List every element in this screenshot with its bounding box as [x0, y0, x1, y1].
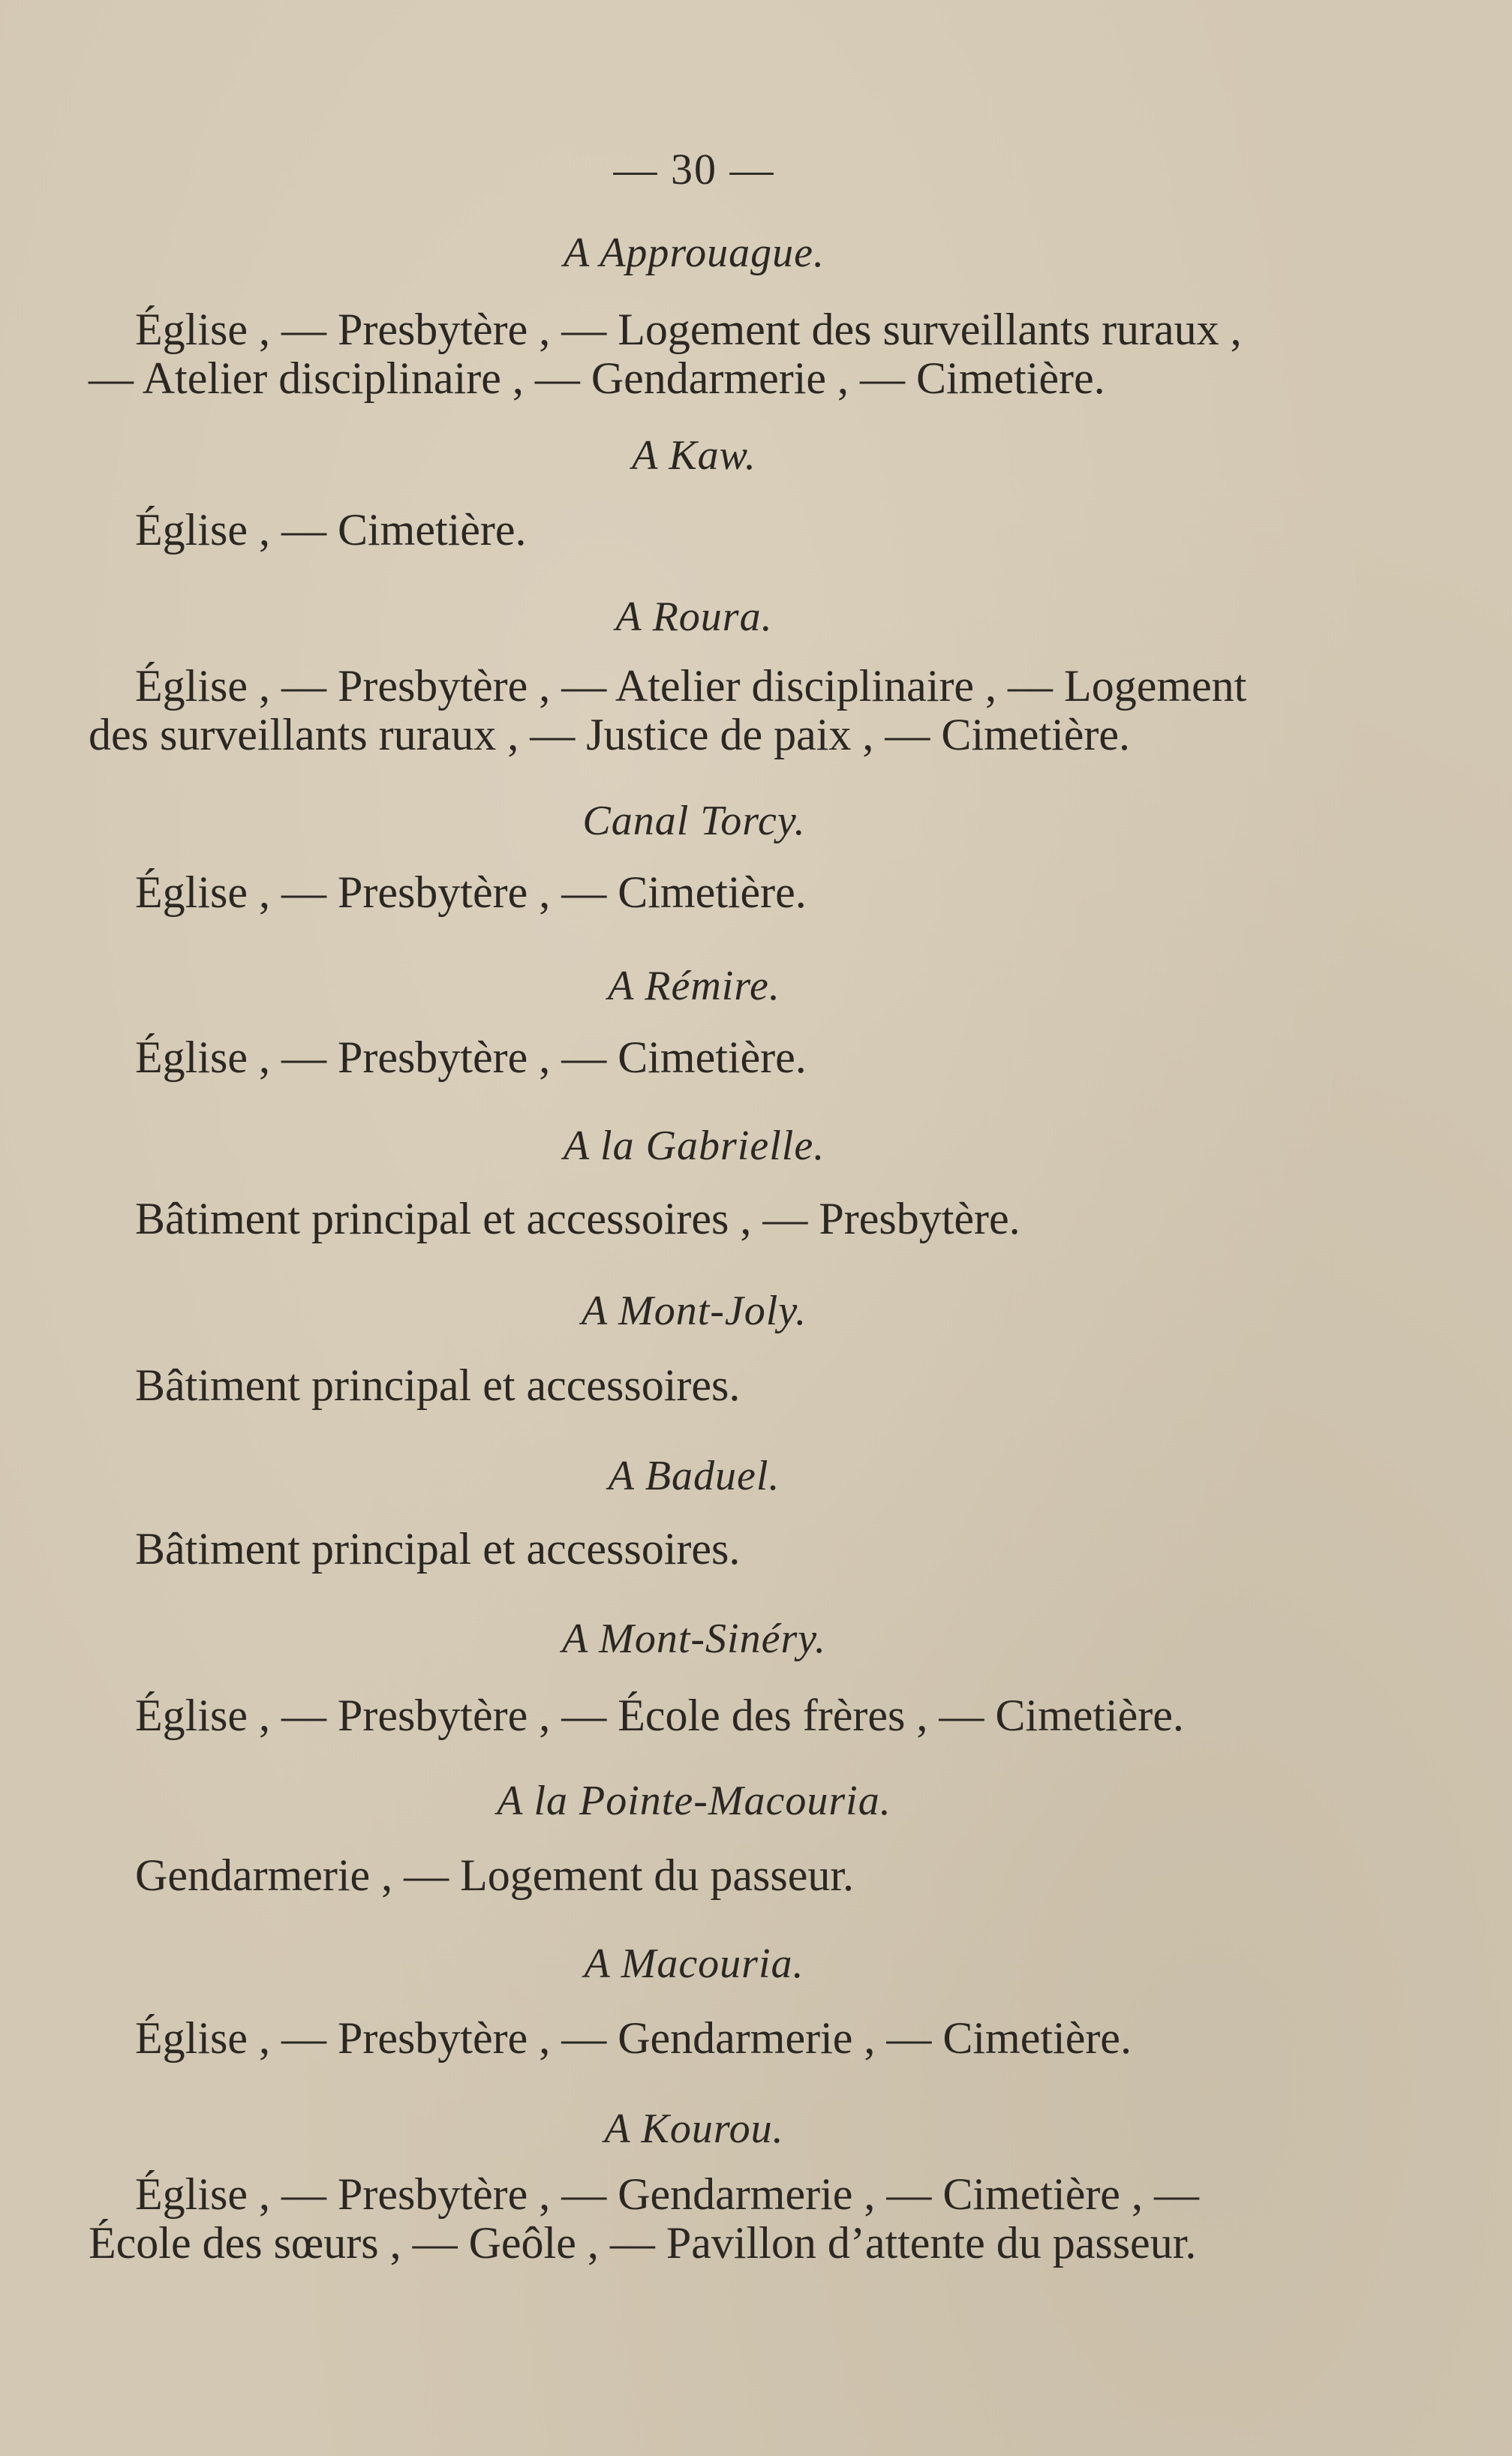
section-heading-mont-sinery: A Mont-Sinéry.	[561, 1616, 827, 1662]
section-pointe-macouria-line-1: Gendarmerie , — Logement du passeur.	[135, 1850, 855, 1900]
section-heading-kaw: A Kaw.	[632, 432, 756, 479]
section-heading-baduel: A Baduel.	[608, 1453, 780, 1499]
section-heading-kourou: A Kourou.	[604, 2106, 784, 2152]
section-roura-line-1: Église , — Presbytère , — Atelier disciplinaire , — Logement	[135, 661, 1247, 711]
section-macouria-line-1: Église , — Presbytère , — Gendarmerie , — Cimetière.	[135, 2013, 1132, 2063]
section-heading-canal-torcy: Canal Torcy.	[582, 798, 806, 844]
section-kaw-line-1: Église , — Cimetière.	[135, 505, 527, 555]
section-approuague-line-1: Église , — Presbytère , — Logement des surveillants ruraux ,	[135, 305, 1242, 354]
section-baduel-line-1: Bâtiment principal et accessoires.	[135, 1524, 741, 1574]
section-roura-line-2: des surveillants ruraux , — Justice de paix , — Cimetière.	[89, 710, 1130, 759]
section-canal-torcy-line-1: Église , — Presbytère , — Cimetière.	[135, 867, 807, 917]
section-heading-mont-joly: A Mont-Joly.	[581, 1288, 807, 1334]
section-approuague-line-2: — Atelier disciplinaire , — Gendarmerie , — Cimetière.	[89, 353, 1105, 403]
section-gabrielle-line-1: Bâtiment principal et accessoires , — Presbytère.	[135, 1194, 1021, 1243]
page-number: — 30 —	[613, 145, 775, 194]
section-mont-joly-line-1: Bâtiment principal et accessoires.	[135, 1360, 741, 1410]
section-remire-line-1: Église , — Presbytère , — Cimetière.	[135, 1033, 807, 1082]
section-kourou-line-2: École des sœurs , — Geôle , — Pavillon d’attente du passeur.	[89, 2218, 1197, 2268]
section-heading-approuague: A Approuague.	[564, 230, 825, 276]
section-heading-pointe-macouria: A la Pointe-Macouria.	[497, 1778, 891, 1824]
section-heading-gabrielle: A la Gabrielle.	[563, 1123, 825, 1169]
section-heading-macouria: A Macouria.	[584, 1940, 804, 1987]
section-heading-remire: A Rémire.	[608, 963, 780, 1009]
section-kourou-line-1: Église , — Presbytère , — Gendarmerie , — Cimetière , —	[135, 2169, 1199, 2219]
section-mont-sinery-line-1: Église , — Presbytère , — École des frères , — Cimetière.	[135, 1691, 1184, 1740]
section-heading-roura: A Roura.	[615, 594, 773, 640]
